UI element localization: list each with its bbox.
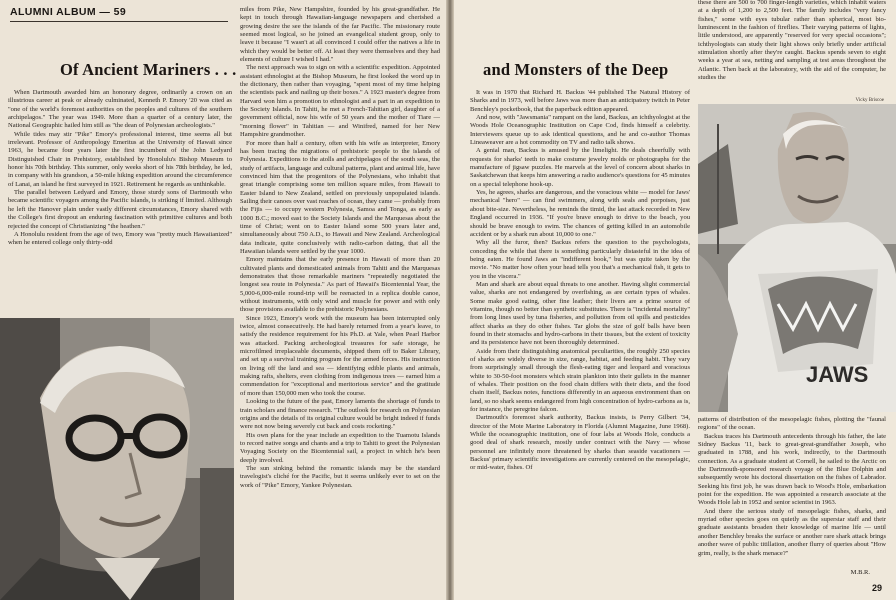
paragraph: A Honolulu resident from the age of two, Emory was "pretty much Hawaiianized" when he entered college only thirty-odd: [8, 230, 232, 247]
right-page: [451, 0, 896, 600]
paragraph: Man and shark are about equal threats to one another. Having slight commercial value, sharks are not endangered by overfishing, as are certain types of whales. Some make good eating, other fine leather; their livers are a prime source of vitamins, though no better than synthetic substitutes. There is "incidental mortality" from long lines used by tuna fisheries, and pollution from oil spills and pesticides affect sharks as they do other fishes. Tar globs the size of golf balls have been found in their stomachs and hydro-carbons in their tissues, but the extent of toxicity and its persistence have not been thoroughly determined.: [470, 280, 690, 347]
photo-credit: Vicky Briscoe: [855, 98, 884, 103]
paragraph: And there the serious study of mesopelagic fishes, sharks, and myriad other species goes on quietly as the superstar staff and their graduate assistants broaden their knowledge of marine life — until another Benchley breaks the surface or another rare shark attack brings another wave of public titillation, another flurry of queries about "How grim, really, is the shark menace?": [698, 507, 886, 557]
paragraph: Aside from their distinguishing anatomical peculiarities, the roughly 250 species of sharks are widely diverse in size, range, habitat, and feeding habit. They vary from surprisingly small through the flesh-eating tiger and leopard and voracious white to 30-50-foot monsters which strain plankton into their gullets in the manner of whales. Their position on the food chain differs with their diets, and the food chain itself, Backus notes, functions differently in an aqueous environment than on land, so no shark seems endangered from high concentration of hydro-carbons as is, for instance, the peregrine falcon.: [470, 347, 690, 414]
emory-portrait-photo: [0, 318, 234, 600]
paragraph: Backus traces his Dartmouth antecedents through his father, the late Sidney Backus '11, back to great-great-grandfather Joseph, who graduated in 1788, and his work, indirectly, to the Dartmouth connection. As a graduate student at Cornell, he sailed to the Arctic on the Dartmouth-sponsored research voyage of the Blue Dolphin and subsequently wrote his doctoral dissertation on the fishes of Labrador. Seeking his first job, he was drawn back to Wood's Hole, embarkation point for the expedition. He was appointed a research associate at the Woods Hole lab in 1952 and senior scientist in 1963.: [698, 432, 886, 507]
paragraph: miles from Pike, New Hampshire, founded by his great-grandfather. He kept in touch through Hawaiian-language newspapers and cherished a growing desire the see the islands of the far Pacific. The missionary route seemed most logical, so he joined an evangelical student group, only to leave it because "I wasn't at all convinced I could offer the natives a life in which they would be better off. At least they were themselves and they had elements of culture I wished I had.": [240, 6, 440, 64]
paragraph: The next approach was to sign on with a scientific expedition. Appointed assistant ethnologist at the Bishop Museum, he first looked the word up in the dictionary, then rather than voyaging, "spent most of my time helping the scientists pack and nailing up their boxes." A 1923 master's degree from Harvard won him a promotion to ethnologist and a part in an expedition to the Society Islands. In Tahiti, he met a French-Tahitian girl, daughter of a government official, now his wife of 50 years and the mother of Tiare — "morning flower" in Tahitian — and Winifred, named for her New Hampshire grandmother.: [240, 64, 440, 139]
paragraph: Dartmouth's foremost shark authority, Backus insists, is Perry Gilbert '34, director of the Mote Marine Laboratory in Florida (Alumni Magazine, June 1968). While the oceanographic institution, one of four labs at Woods Hole, conducts a good deal of shark research, mostly under contract with the Navy — whose personnel are infinitely more threatened by sharks than seaside vacationers — Backus' primary scientific investigations are currently centered on the mesopelagic, or mid-water, fishes. Of: [470, 414, 690, 472]
paragraph: Since 1923, Emory's work with the museum has been interrupted only twice, almost consecutively. He had barely returned from a year's leave, to satisfy the residence requirement for his Ph.D. at Yale, when Pearl Harbor was attacked. Packing archeological treasures for safe storage, he microfilmed irreplaceable documents, shipped them off to Baker Library, and set up a survival training program for the armed forces. His instruction on living off the land and sea — identifying edible plants and animals, making rafts, shelters, even clothing from indigenous trees — earned him a commendation for "exceptional and meritorious service" and the gratitude of more than 150,000 men who took the course.: [240, 314, 440, 397]
paragraph: The sun sinking behind the romantic islands may be the standard travelogist's cliché for the Pacific, but it seems unlikely ever to set on the work of "Pike" Emory, Yankee Polynesian.: [240, 464, 440, 489]
paragraph: Looking to the future of the past, Emory laments the shortage of funds to train scholars and finance research. "The outlook for research on Polynesian origins and the details of its original culture would be bright indeed if funds were not now being severely cut back and costs rocketing.": [240, 398, 440, 431]
paragraph: For more than half a century, often with his wife as interpreter, Emory has been tracing the migrations of prehistoric people to the islands of Polynesia. Expeditions to the atolls and archipelagos of the south seas, the study of artifacts, language and cultural patterns, plant and animal life, have convinced him that the progenitors of the Polynesians, who inhabit that great triangle comprising some ten million square miles, from Hawaii to Easter Island to New Zealand, settled on previously unpopulated islands. Sailing their canoes over vast reaches of ocean, they came — probably from the Fijis — to occupy western Polynesia, Samoa and Tonga, as early as 1000 B.C.; moved east to the Society Islands and the Marquesas about the time of Christ; went on to Easter Island some 500 years later and, simultaneously about 750 A.D., to Hawaii and New Zealand. Archeological data indicate, quite conclusively with radio-carbon dating, that all the Hawaiian islands were settled by the year 1000.: [240, 139, 440, 255]
paragraph: The parallel between Ledyard and Emory, those sturdy sons of Dartmouth who became scientific voyagers among the Pacific islands, is striking if limited. Although he left the Hanover plain under vastly different circumstances, Emory shared with the College's first dropout an enduring fascination with primitive cultures and both rejected the concept of Christianizing "the heathen.": [8, 189, 232, 230]
right-column-1: [470, 89, 690, 595]
right-article-title: and Monsters of the Deep: [483, 60, 669, 79]
paragraph: When Dartmouth awarded him an honorary degree, ordinarily a crown on an illustrious career at peak or already culminated, Kenneth P. Emory '20 was cited as "one of the world's foremost authorities on the peoples and cultures of the southern archipelagos." The year was 1949. More than a quarter of a century later, the National Geographic hailed him still as "the dean of Polynesian archeologists.": [8, 89, 232, 130]
backus-photo-image: [698, 104, 896, 412]
paragraph: Emory maintains that the early presence in Hawaii of more than 20 cultivated plants and domesticated animals from Tahiti and the Marquesas demonstrates that those remarkable mariners "repeatedly negotiated the longest sea route in Polynesia." As part of Hawaii's Bicentennial Year, the 5,000-6,000-mile round-trip will be reenacted in a replica double canoe, without instruments, with only wind and muscle for power and with only those provisions available to the prehistoric Polynesians.: [240, 256, 440, 314]
page-gutter: [446, 0, 454, 600]
left-article-title: Of Ancient Mariners . . .: [60, 60, 237, 79]
paragraph: A genial man, Backus is amused by the limelight. He deals cheerfully with requests for sharks' teeth to make costume jewelry molds or photographs for the manufacture of jigsaw puzzles. He marvels at the level of concern about sharks in Saskatchewan that keeps him answering a radio audience's questions for 45 minutes on a special telephone hook-up.: [470, 147, 690, 188]
section-header: ALUMNI ALBUM — 59: [10, 6, 127, 18]
author-initials: M.B.R.: [850, 569, 870, 576]
backus-photo: [698, 104, 896, 412]
paragraph: It was in 1970 that Richard H. Backus '44 published The Natural History of Sharks and in 1973, well before Jaws was more than an anticipatory twitch in Peter Benchley's pocketbook, that the paperback edition appeared.: [470, 89, 690, 113]
paragraph: His own plans for the year include an expedition to the Tuamotu Islands to record native songs and chants and a trip to Tahiti to greet the Polynesian Voyaging Society on the Bicentennial sail, a project in which he's been deeply involved.: [240, 431, 440, 464]
right-column-2-top: [698, 0, 886, 92]
emory-portrait-image: [0, 318, 234, 600]
paragraph: And now, with "Jawsmania" rampant on the land, Backus, an ichthyologist at the Woods Hole Oceanographic Institution on Cape Cod, finds himself a celebrity. Interviewers queue up to ask identical questions, and he and co-author Thomas Lineaweaver are a hot commodity on TV and radio talk shows.: [470, 114, 690, 147]
paragraph: patterns of distribution of the mesopelagic fishes, plotting the "faunal regions" of the ocean.: [698, 416, 886, 432]
paragraph: Why all the furor, then? Backus refers the question to the psychologists, conceding the while that there is something particularly distasteful in the idea of being eaten. He found Jaws an "indifferent book," but was quite taken by the movie. "No matter how often your head tells you that's a mechanical fish, it gets to you in the viscera.": [470, 239, 690, 280]
paragraph: While tides may stir "Pike" Emory's professional interest, time seems all but irrelevant. Professor of Anthropology Emeritus at the University of Hawaii since 1963, he became four years later the first incumbent of the John Ledyard Distinguished Chair in Prehistory, established by Honolulu's Bishop Museum to honor his 70th birthday. This summer, only weeks short of his 78th birthday, he led, in company with his grandson, a 50-mile hiking expedition around the circumference of Lanai, an island he first surveyed in 1921. Retirement he regards as unthinkable.: [8, 130, 232, 188]
left-column-1: [8, 89, 232, 311]
left-column-2: [240, 6, 440, 596]
right-column-2-bottom: [698, 416, 886, 582]
paragraph: Yes, he agrees, sharks are dangerous, and the voracious white — model for Jaws' mechanical "hero" — can find swimmers, along with seals and porpoises, just about bite-size. Nevertheless, he reminds the timid, the last attack recorded in New England occurred in 1936. "If you're brave enough to drive to the beach, you should be brave enough to swim. The chances of getting killed in an automobile accident or by a shark run about 10,000 to one.": [470, 189, 690, 238]
page-number: 29: [871, 583, 882, 593]
header-rule: [10, 21, 228, 22]
tshirt-lettering: JAWS: [806, 362, 869, 387]
paragraph: these there are 500 to 700 finger-length varieties, which inhabit waters at a depth of 1,200 to 2,500 feet. The family includes "very fancy fishes," some with eyes tubular rather than spherical, most bio-luminescent in the fashion of fireflies. Their varying patterns of lights, little understood, are apparently "reserved for very special occasions"; ichthyologists can study their light shows only briefly under artificial stimulation shortly after they're caught. Backus spends seven to eight weeks a year at sea, netting and sampling at test areas throughout the Atlantic. Then back at the laboratory, with the aid of the computer, he studies the: [698, 0, 886, 82]
